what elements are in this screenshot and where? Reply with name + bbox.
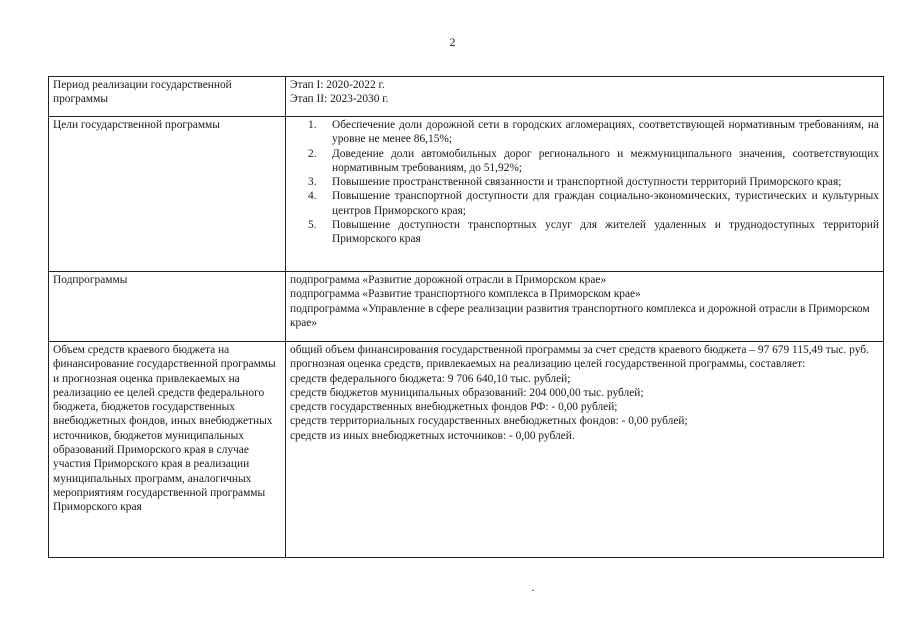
goal-text: Повышение пространственной связанности и транспортной доступности территорий Приморского края; (332, 176, 842, 189)
budget-municipal: средств бюджетов муниципальных образований: 204 000,00 тыс. рублей; (290, 386, 644, 399)
table-row-budget (49, 342, 884, 558)
scan-mark: · (531, 583, 535, 597)
goal-text: Доведение доли автомобильных дорог регионального и межмуниципального значения, соответствующих нормативным требованиям, до 51,92%; (332, 147, 879, 174)
subprogram-item: подпрограмма «Развитие транспортного комплекса в Приморском крае» (290, 288, 641, 301)
goal-number: 3. (308, 176, 317, 189)
period-label: Период реализации государственной программы (49, 77, 286, 117)
goals-list (290, 118, 879, 247)
budget-territorial-funds: средств территориальных государственных внебюджетных фондов: - 0,00 рублей; (290, 415, 688, 428)
budget-state-funds: средств государственных внебюджетных фондов РФ: - 0,00 рублей; (290, 401, 618, 414)
goals-value (286, 117, 884, 272)
subprograms-label: Подпрограммы (49, 272, 286, 342)
goal-item (290, 218, 879, 247)
goal-number: 5. (308, 219, 317, 232)
budget-federal: средств федерального бюджета: 9 706 640,10 тыс. рублей; (290, 372, 571, 385)
stage-2: Этап II: 2023-2030 г. (290, 93, 389, 106)
page-number: 2 (449, 35, 456, 49)
goal-text: Повышение транспортной доступности для граждан социально-экономических, туристических и культурных центров Приморского края; (332, 190, 879, 217)
program-passport-table (48, 76, 884, 558)
table-row-period (49, 77, 884, 117)
goal-item (290, 189, 879, 218)
budget-value (286, 342, 884, 558)
budget-total: общий объем финансирования государственной программы за счет средств краевого бюджета – 97 679 115,49 тыс. руб. (290, 344, 869, 356)
period-value (286, 77, 884, 117)
goals-label: Цели государственной программы (49, 117, 286, 272)
goal-number: 2. (308, 147, 317, 160)
goal-number: 1. (308, 119, 317, 131)
budget-forecast: прогнозная оценка средств, привлекаемых на реализацию целей государственной программы, составляет: (290, 358, 806, 371)
table-row-goals (49, 117, 884, 272)
goal-item (290, 147, 879, 176)
subprogram-item: подпрограмма «Развитие дорожной отрасли в Приморском крае» (290, 274, 607, 286)
goal-text: Повышение доступности транспортных услуг для жителей удаленных и труднодоступных территорий Приморского края (332, 219, 879, 246)
goal-item (290, 175, 879, 189)
budget-label: Объем средств краевого бюджета на финансирование государственной программы и прогнозная оценка привлекаемых на реализацию ее целей средств федерального бюджета, бюджетов государственных внебюджетных фондов, иных внебюджетных источников, бюджетов муниципальных образований Приморского края в случае участия Приморского края в реализации муниципальных программ, аналогичных мероприятиям государственной программы Приморского края (49, 342, 286, 558)
table-row-subprograms (49, 272, 884, 342)
subprogram-item: подпрограмма «Управление в сфере реализации развития транспортного комплекса и дорожной отрасли в Приморском крае» (290, 302, 870, 329)
goal-text: Обеспечение доли дорожной сети в городских агломерациях, соответствующей нормативным требованиям, на уровне не менее 86,15%; (332, 119, 879, 146)
goal-item (290, 118, 879, 147)
goal-number: 4. (308, 190, 317, 203)
budget-other: средств из иных внебюджетных источников: - 0,00 рублей. (290, 429, 575, 442)
subprograms-value (286, 272, 884, 342)
stage-1: Этап I: 2020-2022 г. (290, 79, 385, 91)
